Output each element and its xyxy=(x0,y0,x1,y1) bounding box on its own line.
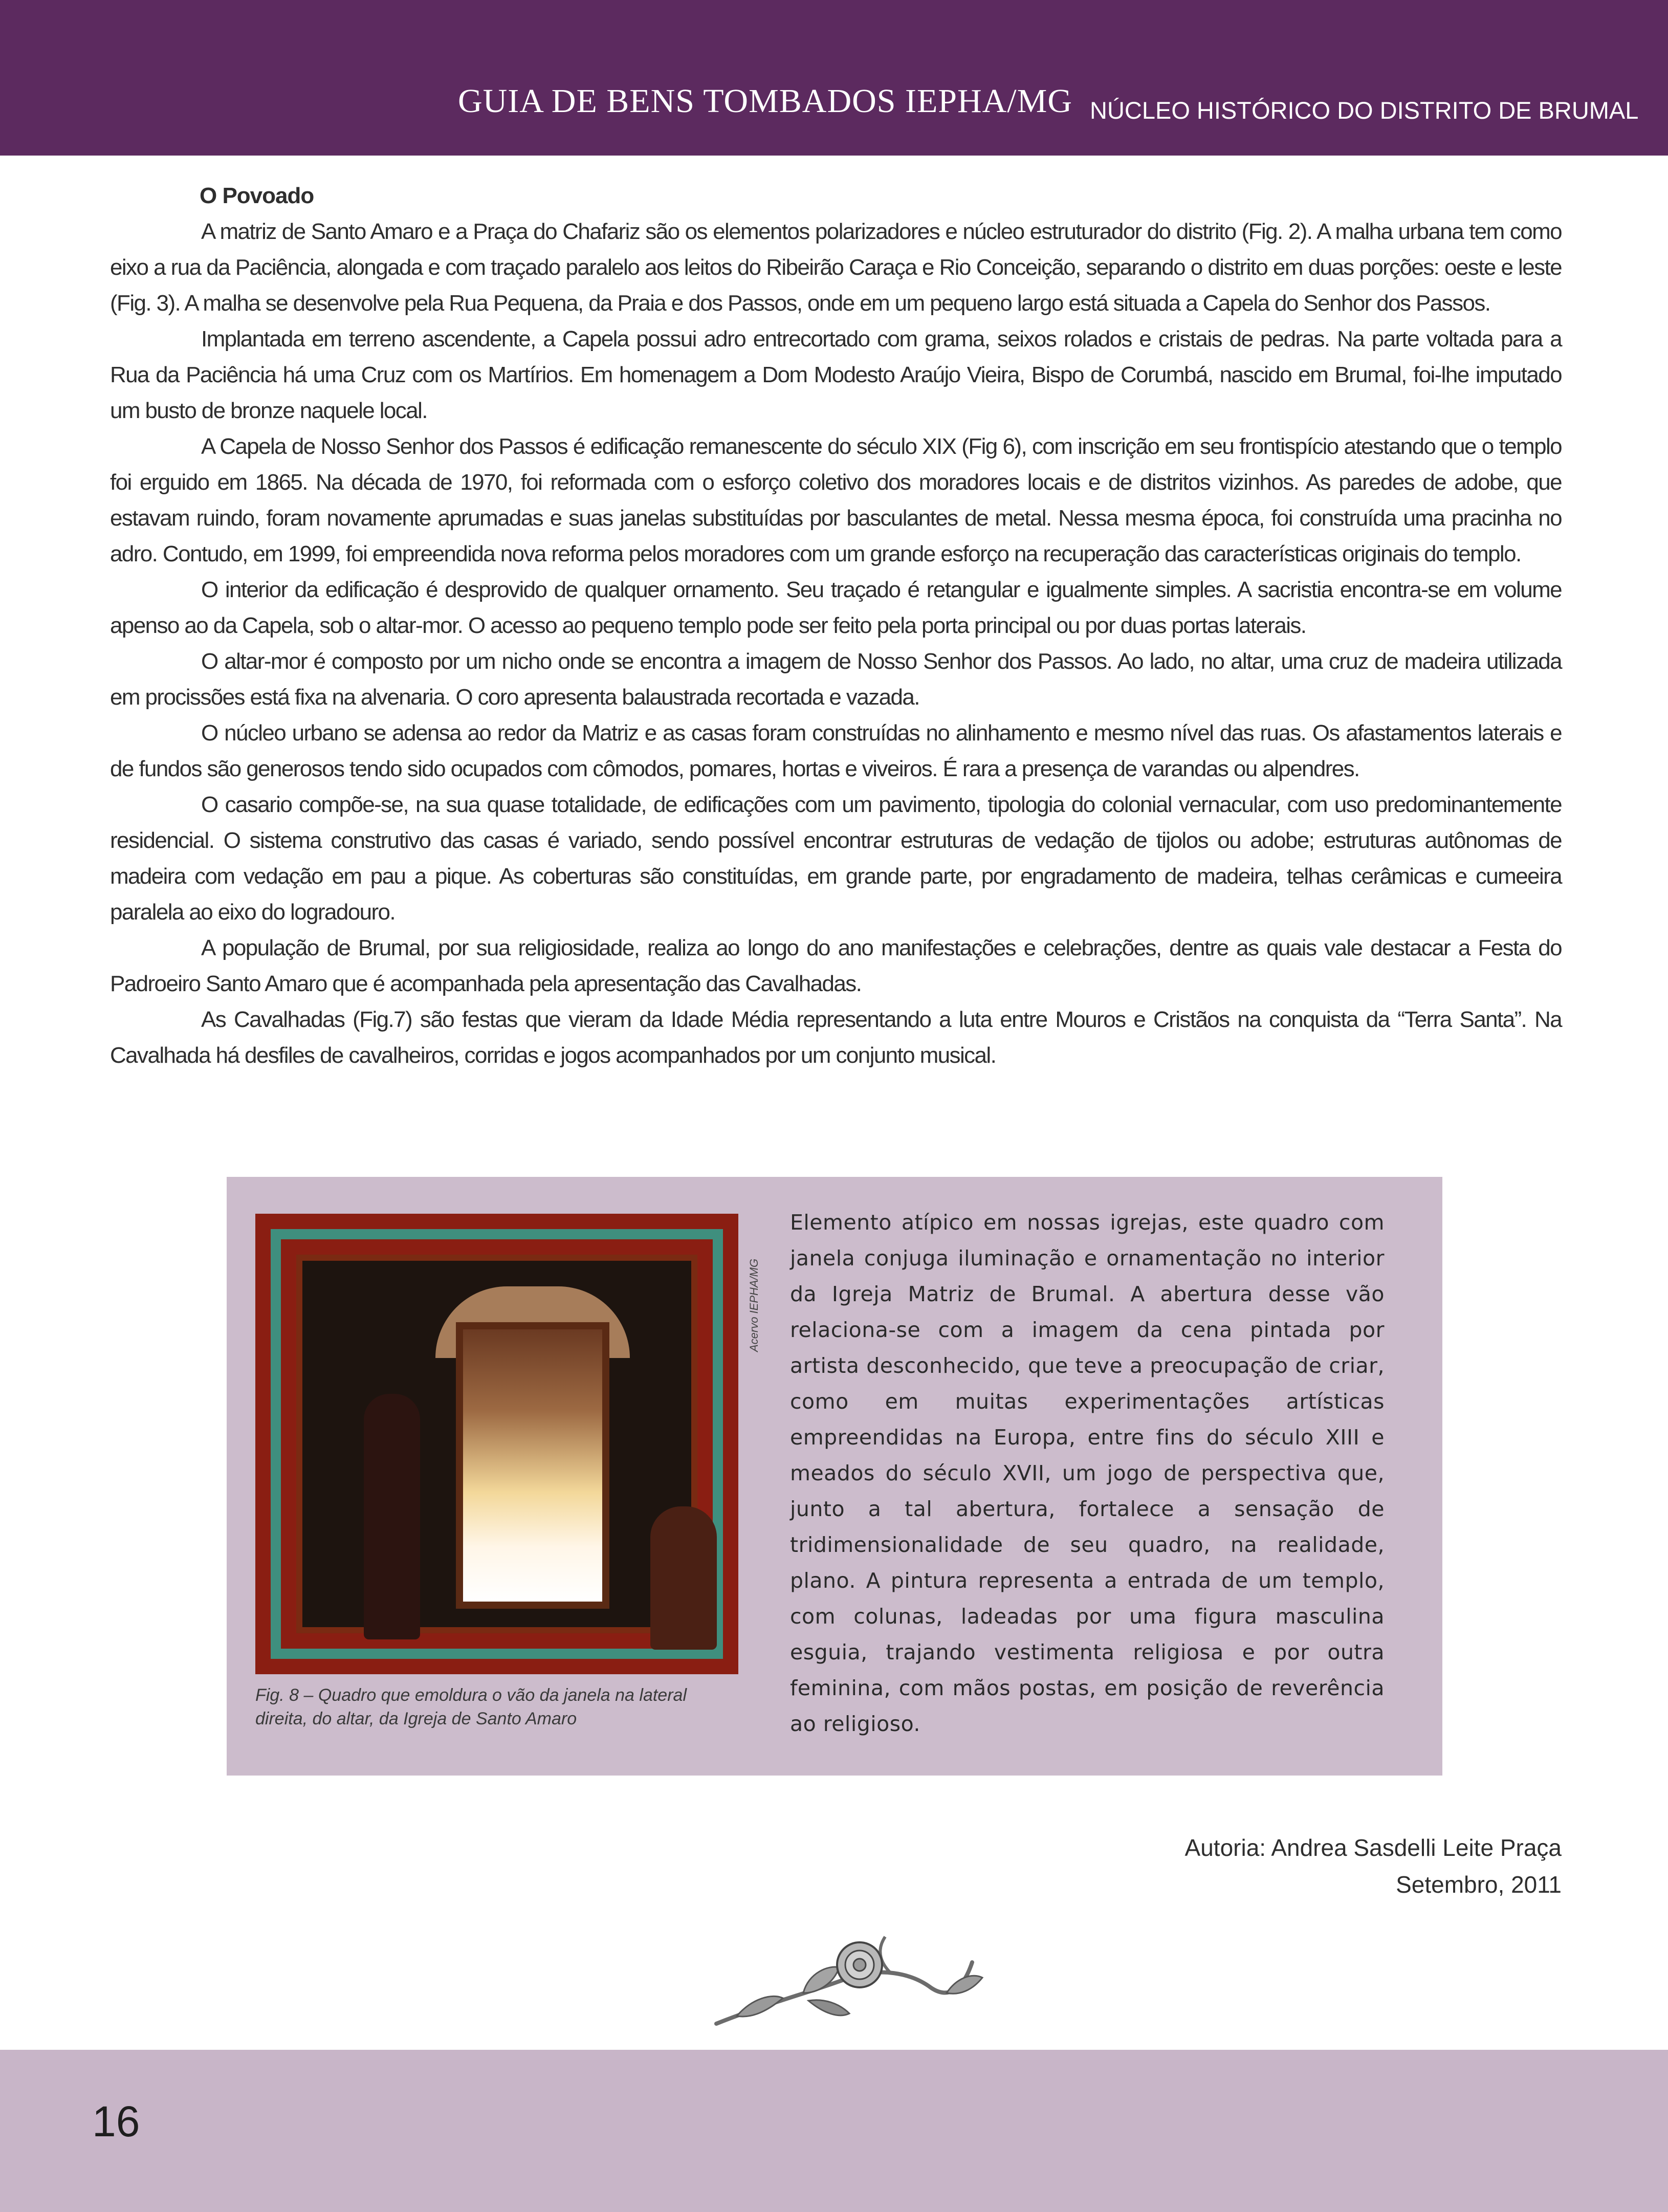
paragraph: O altar-mor é composto por um nicho onde se encontra a imagem de Nosso Senhor dos Passos. Ao lado, no altar, uma cruz de madeira utilizada em procissões está fixa na alvenaria. O coro apresenta balaustrada recortada e vazada. xyxy=(110,649,1562,710)
paragraph: A Capela de Nosso Senhor dos Passos é edificação remanescente do século XIX (Fig 6), com inscrição em seu frontispício atestando que o templo foi erguido em 1865. Na década de 1970, foi reformada com o esforço coletivo dos moradores locais e de distritos vizinhos. As paredes de adobe, que estavam ruindo, foram novamente aprumadas e suas janelas substituídas por basculantes de metal. Nessa mesma época, foi construída uma pracinha no adro. Contudo, em 1999, foi empreendida nova reforma pelos moradores com um grande esforço na recuperação das características originais do templo. xyxy=(110,434,1562,566)
section-subtitle: NÚCLEO HISTÓRICO DO DISTRITO DE BRUMAL xyxy=(1090,97,1639,124)
rose-branch-icon xyxy=(706,1916,993,2034)
author-block xyxy=(972,1829,1562,1903)
photo-figure-male xyxy=(364,1394,420,1639)
author-name: Autoria: Andrea Sasdelli Leite Praça xyxy=(1184,1834,1562,1861)
publication-date: Setembro, 2011 xyxy=(1396,1871,1562,1898)
figure-caption: Fig. 8 – Quadro que emoldura o vão da janela na lateral direita, do altar, da Igreja de Santo Amaro xyxy=(255,1685,687,1728)
paragraph: Implantada em terreno ascendente, a Capela possui adro entrecortado com grama, seixos rolados e cristais de pedras. Na parte voltada para a Rua da Paciência há uma Cruz com os Martírios. Em homenagem a Dom Modesto Araújo Vieira, Bispo de Corumbá, nascido em Brumal, foi-lhe imputado um busto de bronze naquele local. xyxy=(110,326,1562,423)
sidebar-box xyxy=(227,1177,1442,1776)
photo-figure-female xyxy=(650,1506,717,1650)
photo-credit-text: Acervo IEPHA/MG xyxy=(748,1258,760,1352)
paragraph: O núcleo urbano se adensa ao redor da Matriz e as casas foram construídas no alinhamento e mesmo nível das ruas. Os afastamentos laterais e de fundos são generosos tendo sido ocupados com cômodos, pomares, hortas e viveiros. É rara a presença de varandas ou alpendres. xyxy=(110,720,1562,781)
footer-band xyxy=(0,2050,1668,2212)
publication-title: GUIA DE BENS TOMBADOS IEPHA/MG xyxy=(457,82,1072,120)
header-band xyxy=(0,0,1668,156)
paragraph: O casario compõe-se, na sua quase totalidade, de edificações com um pavimento, tipologia do colonial vernacular, com uso predominantemente residencial. O sistema construtivo das casas é variado, sendo possível encontrar estruturas de vedação de tijolos ou adobe; estruturas autônomas de madeira com vedação em pau a pique. As coberturas são constituídas, em grande parte, por engradamento de madeira, telhas cerâmicas e cumeeira paralela ao eixo do logradouro. xyxy=(110,792,1562,925)
paragraph: A matriz de Santo Amaro e a Praça do Chafariz são os elementos polarizadores e núcleo estruturador do distrito (Fig. 2). A malha urbana tem como eixo a rua da Paciência, alongada e com traçado paralelo aos leitos do Ribeirão Caraça e Rio Conceição, separando o distrito em duas porções: oeste e leste (Fig. 3). A malha se desenvolve pela Rua Pequena, da Praia e dos Passos, onde em um pequeno largo está situada a Capela do Senhor dos Passos. xyxy=(110,219,1562,316)
article-body xyxy=(110,178,1562,1074)
figure-photo xyxy=(255,1214,738,1674)
paragraph: O interior da edificação é desprovido de qualquer ornamento. Seu traçado é retangular e igualmente simples. A sacristia encontra-se em volume apenso ao da Capela, sob o altar-mor. O acesso ao pequeno templo pode ser feito pela porta principal ou por duas portas laterais. xyxy=(110,577,1562,638)
sidebar-text: Elemento atípico em nossas igrejas, este quadro com janela conjuga iluminação e ornamentação no interior da Igreja Matriz de Brumal. A abertura desse vão relaciona-se com a imagem da cena pintada por artista desconhecido, que teve a preocupação de criar, como em muitas experimentações artísticas empreendidas na Europa, entre fins do século XIII e meados do século XVII, um jogo de perspectiva que, junto a tal abertura, fortalece a sensação de tridimensionalidade de seu quadro, na realidade, plano. A pintura representa a entrada de um templo, com colunas, ladeadas por uma figura masculina esguia, trajando vestimenta religiosa e por outra feminina, com mãos postas, em posição de reverência ao religioso. xyxy=(790,1210,1385,1736)
photo-window xyxy=(456,1322,609,1609)
paragraph: A população de Brumal, por sua religiosidade, realiza ao longo do ano manifestações e celebrações, dentre as quais vale destacar a Festa do Padroeiro Santo Amaro que é acompanhada pela apresentação das Cavalhadas. xyxy=(110,935,1562,996)
paragraph: As Cavalhadas (Fig.7) são festas que vieram da Idade Média representando a luta entre Mouros e Cristãos na conquista da “Terra Santa”. Na Cavalhada há desfiles de cavalheiros, corridas e jogos acompanhados por um conjunto musical. xyxy=(110,1007,1562,1068)
photo-painting xyxy=(296,1255,697,1633)
page-number: 16 xyxy=(92,2097,140,2145)
section-heading: O Povoado xyxy=(200,183,314,208)
photo-credit xyxy=(743,1214,769,1352)
